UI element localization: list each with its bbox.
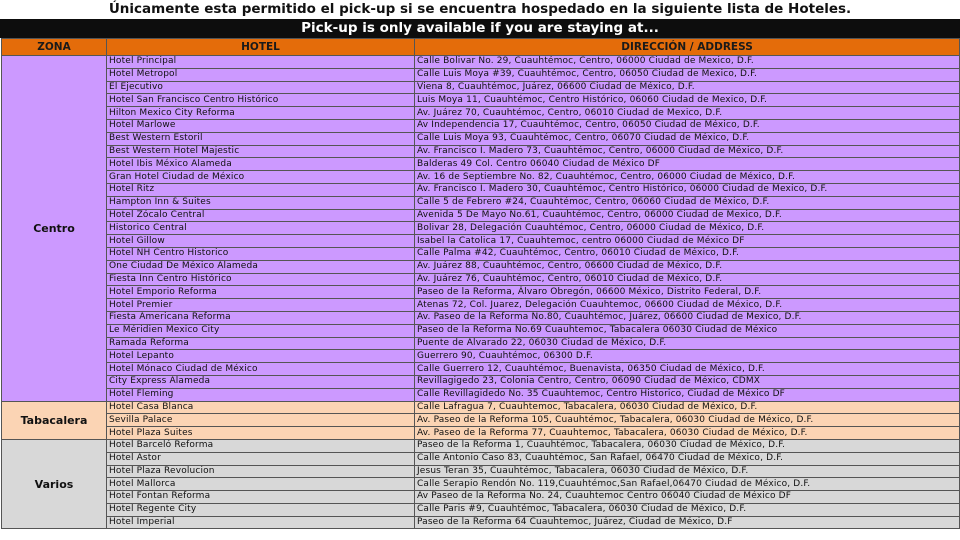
table-row [2, 311, 960, 324]
address-cell: Paseo de la Reforma, Álvaro Obregón, 06600 México, Distrito Federal, D.F. [415, 286, 960, 299]
hotel-name-cell: Fiesta Americana Reforma [107, 311, 415, 324]
table-row [2, 222, 960, 235]
hotel-name-cell: Hotel Zócalo Central [107, 209, 415, 222]
address-cell: Guerrero 90, Cuauhtémoc, 06300 D.F. [415, 350, 960, 363]
table-row [2, 68, 960, 81]
address-cell: Calle Antonio Caso 83, Cuauhtémoc, San Rafael, 06470 Ciudad de México, D.F. [415, 452, 960, 465]
table-row [2, 145, 960, 158]
table-row [2, 452, 960, 465]
address-cell: Bolivar 28, Delegación Cuauhtémoc, Centro, 06000 Ciudad de México, D.F. [415, 222, 960, 235]
table-row [2, 375, 960, 388]
hotel-name-cell: Hotel Premier [107, 299, 415, 312]
table-row [2, 503, 960, 516]
table-row [2, 439, 960, 452]
hotel-name-cell: Ramada Reforma [107, 337, 415, 350]
address-cell: Av. Juárez 88, Cuauhtémoc, Centro, 06600 Ciudad de México, D.F. [415, 260, 960, 273]
table-row [2, 132, 960, 145]
address-cell: Av. Paseo de la Reforma No.80, Cuauhtémoc, Juárez, 06600 Ciudad de Mexico, D.F. [415, 311, 960, 324]
address-cell: Calle Serapio Rendón No. 119,Cuauhtémoc,San Rafael,06470 Ciudad de México, D.F. [415, 478, 960, 491]
hotel-name-cell: Hotel Gillow [107, 235, 415, 248]
address-cell: Puente de Alvarado 22, 06030 Ciudad de México, D.F. [415, 337, 960, 350]
address-cell: Paseo de la Reforma 1, Cuauhtémoc, Tabacalera, 06030 Ciudad de México, D.F. [415, 439, 960, 452]
address-cell: Atenas 72, Col. Juarez, Delegación Cuauhtemoc, 06600 Ciudad de México, D.F. [415, 299, 960, 312]
address-cell: Calle Palma #42, Cuauhtémoc, Centro, 06010 Ciudad de México, D.F. [415, 247, 960, 260]
address-cell: Avenida 5 De Mayo No.61, Cuauhtémoc, Centro, 06000 Ciudad de Mexico, D.F. [415, 209, 960, 222]
address-cell: Revillagigedo 23, Colonia Centro, Centro, 06090 Ciudad de México, CDMX [415, 375, 960, 388]
table-row [2, 286, 960, 299]
table-row [2, 183, 960, 196]
hotel-name-cell: Hotel NH Centro Historico [107, 247, 415, 260]
hotel-name-cell: Hotel Principal [107, 56, 415, 69]
hotel-name-cell: Hotel Astor [107, 452, 415, 465]
table-row [2, 171, 960, 184]
hotel-name-cell: Gran Hotel Ciudad de México [107, 171, 415, 184]
zone-column-header: ZONA [2, 39, 107, 56]
hotel-name-cell: Hotel Mallorca [107, 478, 415, 491]
table-header-row [2, 39, 960, 56]
hotel-name-cell: Sevilla Palace [107, 414, 415, 427]
table-row [2, 401, 960, 414]
table-row [2, 427, 960, 440]
table-row [2, 56, 960, 69]
address-cell: Av. 16 de Septiembre No. 82, Cuauhtémoc, Centro, 06000 Ciudad de México, D.F. [415, 171, 960, 184]
hotel-name-cell: El Ejecutivo [107, 81, 415, 94]
hotel-name-cell: Hotel Casa Blanca [107, 401, 415, 414]
table-row [2, 388, 960, 401]
address-cell: Paseo de la Reforma 64 Cuauhtemoc, Juárez, Ciudad de México, D.F [415, 516, 960, 529]
address-cell: Av. Paseo de la Reforma 105, Cuauhtémoc, Tabacalera, 06030 Ciudad de México, D.F. [415, 414, 960, 427]
hotel-name-cell: Le Méridien Mexico City [107, 324, 415, 337]
hotel-name-cell: Fiesta Inn Centro Histórico [107, 273, 415, 286]
table-row [2, 209, 960, 222]
hotel-name-cell: Hotel Ritz [107, 183, 415, 196]
address-cell: Calle Luis Moya #39, Cuauhtémoc, Centro, 06050 Ciudad de Mexico, D.F. [415, 68, 960, 81]
address-cell: Av. Francisco I. Madero 30, Cuauhtémoc, Centro Histórico, 06000 Ciudad de Mexico, D.F. [415, 183, 960, 196]
table-row [2, 94, 960, 107]
address-cell: Paseo de la Reforma No.69 Cuauhtemoc, Tabacalera 06030 Ciudad de México [415, 324, 960, 337]
table-row [2, 119, 960, 132]
zone-cell-centro: Centro [2, 56, 107, 402]
table-row [2, 260, 960, 273]
hotel-name-cell: Hampton Inn & Suites [107, 196, 415, 209]
hotel-name-cell: Hotel Imperial [107, 516, 415, 529]
hotel-name-cell: Hotel Plaza Suites [107, 427, 415, 440]
address-cell: Isabel la Catolica 17, Cuauhtemoc, centro 06000 Ciudad de México DF [415, 235, 960, 248]
address-cell: Luis Moya 11, Cuauhtémoc, Centro Histórico, 06060 Ciudad de Mexico, D.F. [415, 94, 960, 107]
address-cell: Calle Guerrero 12, Cuauhtémoc, Buenavista, 06350 Ciudad de México, D.F. [415, 363, 960, 376]
hotel-name-cell: Hotel Marlowe [107, 119, 415, 132]
table-row [2, 516, 960, 529]
hotel-name-cell: Hotel Regente City [107, 503, 415, 516]
hotel-name-cell: Hotel Lepanto [107, 350, 415, 363]
zone-cell-tabacalera: Tabacalera [2, 401, 107, 439]
address-cell: Av. Juárez 76, Cuauhtémoc, Centro, 06010 Ciudad de México, D.F. [415, 273, 960, 286]
hotel-name-cell: Historico Central [107, 222, 415, 235]
table-row [2, 247, 960, 260]
hotel-name-cell: Hotel Fontan Reforma [107, 491, 415, 504]
hotel-name-cell: Hotel Metropol [107, 68, 415, 81]
hotel-name-cell: City Express Alameda [107, 375, 415, 388]
table-row [2, 107, 960, 120]
table-row [2, 363, 960, 376]
hotel-name-cell: Hotel Plaza Revolucion [107, 465, 415, 478]
table-body [2, 56, 960, 529]
address-cell: Av Independencia 17, Cuauhtémoc, Centro, 06050 Ciudad de México, D.F. [415, 119, 960, 132]
address-cell: Viena 8, Cuauhtémoc, Juárez, 06600 Ciudad de México, D.F. [415, 81, 960, 94]
table-row [2, 324, 960, 337]
hotel-column-header: HOTEL [107, 39, 415, 56]
page-title: Únicamente esta permitido el pick-up si se encuentra hospedado en la siguiente lista de Hoteles. [108, 1, 852, 17]
address-cell: Av Paseo de la Reforma No. 24, Cuauhtemoc Centro 06040 Ciudad de México DF [415, 491, 960, 504]
hotel-name-cell: Hotel Fleming [107, 388, 415, 401]
hotel-name-cell: Best Western Hotel Majestic [107, 145, 415, 158]
address-column-header: DIRECCIÓN / ADDRESS [415, 39, 960, 56]
table-row [2, 273, 960, 286]
page-subtitle: Pick-up is only available if you are staying at... [0, 19, 960, 38]
table-row [2, 299, 960, 312]
address-cell: Calle 5 de Febrero #24, Cuauhtémoc, Centro, 06060 Ciudad de México, D.F. [415, 196, 960, 209]
address-cell: Calle Bolivar No. 29, Cuauhtémoc, Centro, 06000 Ciudad de Mexico, D.F. [415, 56, 960, 69]
address-cell: Calle Revillagidedo No. 35 Cuauhtemoc, Centro Historico, Ciudad de México DF [415, 388, 960, 401]
address-cell: Calle Lafragua 7, Cuauhtemoc, Tabacalera, 06030 Ciudad de México, D.F. [415, 401, 960, 414]
table-row [2, 350, 960, 363]
hotel-name-cell: Hotel Ibis México Alameda [107, 158, 415, 171]
hotel-name-cell: Best Western Estoril [107, 132, 415, 145]
table-row [2, 196, 960, 209]
table-row [2, 491, 960, 504]
address-cell: Av. Francisco I. Madero 73, Cuauhtémoc, Centro, 06000 Ciudad de México, D.F. [415, 145, 960, 158]
table-row [2, 81, 960, 94]
table-row [2, 158, 960, 171]
zone-cell-varios: Varios [2, 439, 107, 529]
table-row [2, 235, 960, 248]
hotel-name-cell: Hotel Emporio Reforma [107, 286, 415, 299]
hotel-name-cell: Hilton Mexico City Reforma [107, 107, 415, 120]
hotel-name-cell: Hotel Mónaco Ciudad de México [107, 363, 415, 376]
table-row [2, 478, 960, 491]
address-cell: Av. Juárez 70, Cuauhtémoc, Centro, 06010 Ciudad de Mexico, D.F. [415, 107, 960, 120]
address-cell: Calle Paris #9, Cuauhtémoc, Tabacalera, 06030 Ciudad de México, D.F. [415, 503, 960, 516]
address-cell: Calle Luis Moya 93, Cuauhtémoc, Centro, 06070 Ciudad de México, D.F. [415, 132, 960, 145]
table-row [2, 414, 960, 427]
address-cell: Jesus Teran 35, Cuauhtémoc, Tabacalera, 06030 Ciudad de México, D.F. [415, 465, 960, 478]
table-row [2, 465, 960, 478]
address-cell: Balderas 49 Col. Centro 06040 Ciudad de México DF [415, 158, 960, 171]
address-cell: Av. Paseo de la Reforma 77, Cuauhtemoc, Tabacalera, 06030 Ciudad de México, D.F. [415, 427, 960, 440]
hotels-table [1, 38, 960, 529]
hotel-name-cell: Hotel San Francisco Centro Histórico [107, 94, 415, 107]
hotel-name-cell: Hotel Barceló Reforma [107, 439, 415, 452]
table-row [2, 337, 960, 350]
hotel-name-cell: One Ciudad De México Alameda [107, 260, 415, 273]
